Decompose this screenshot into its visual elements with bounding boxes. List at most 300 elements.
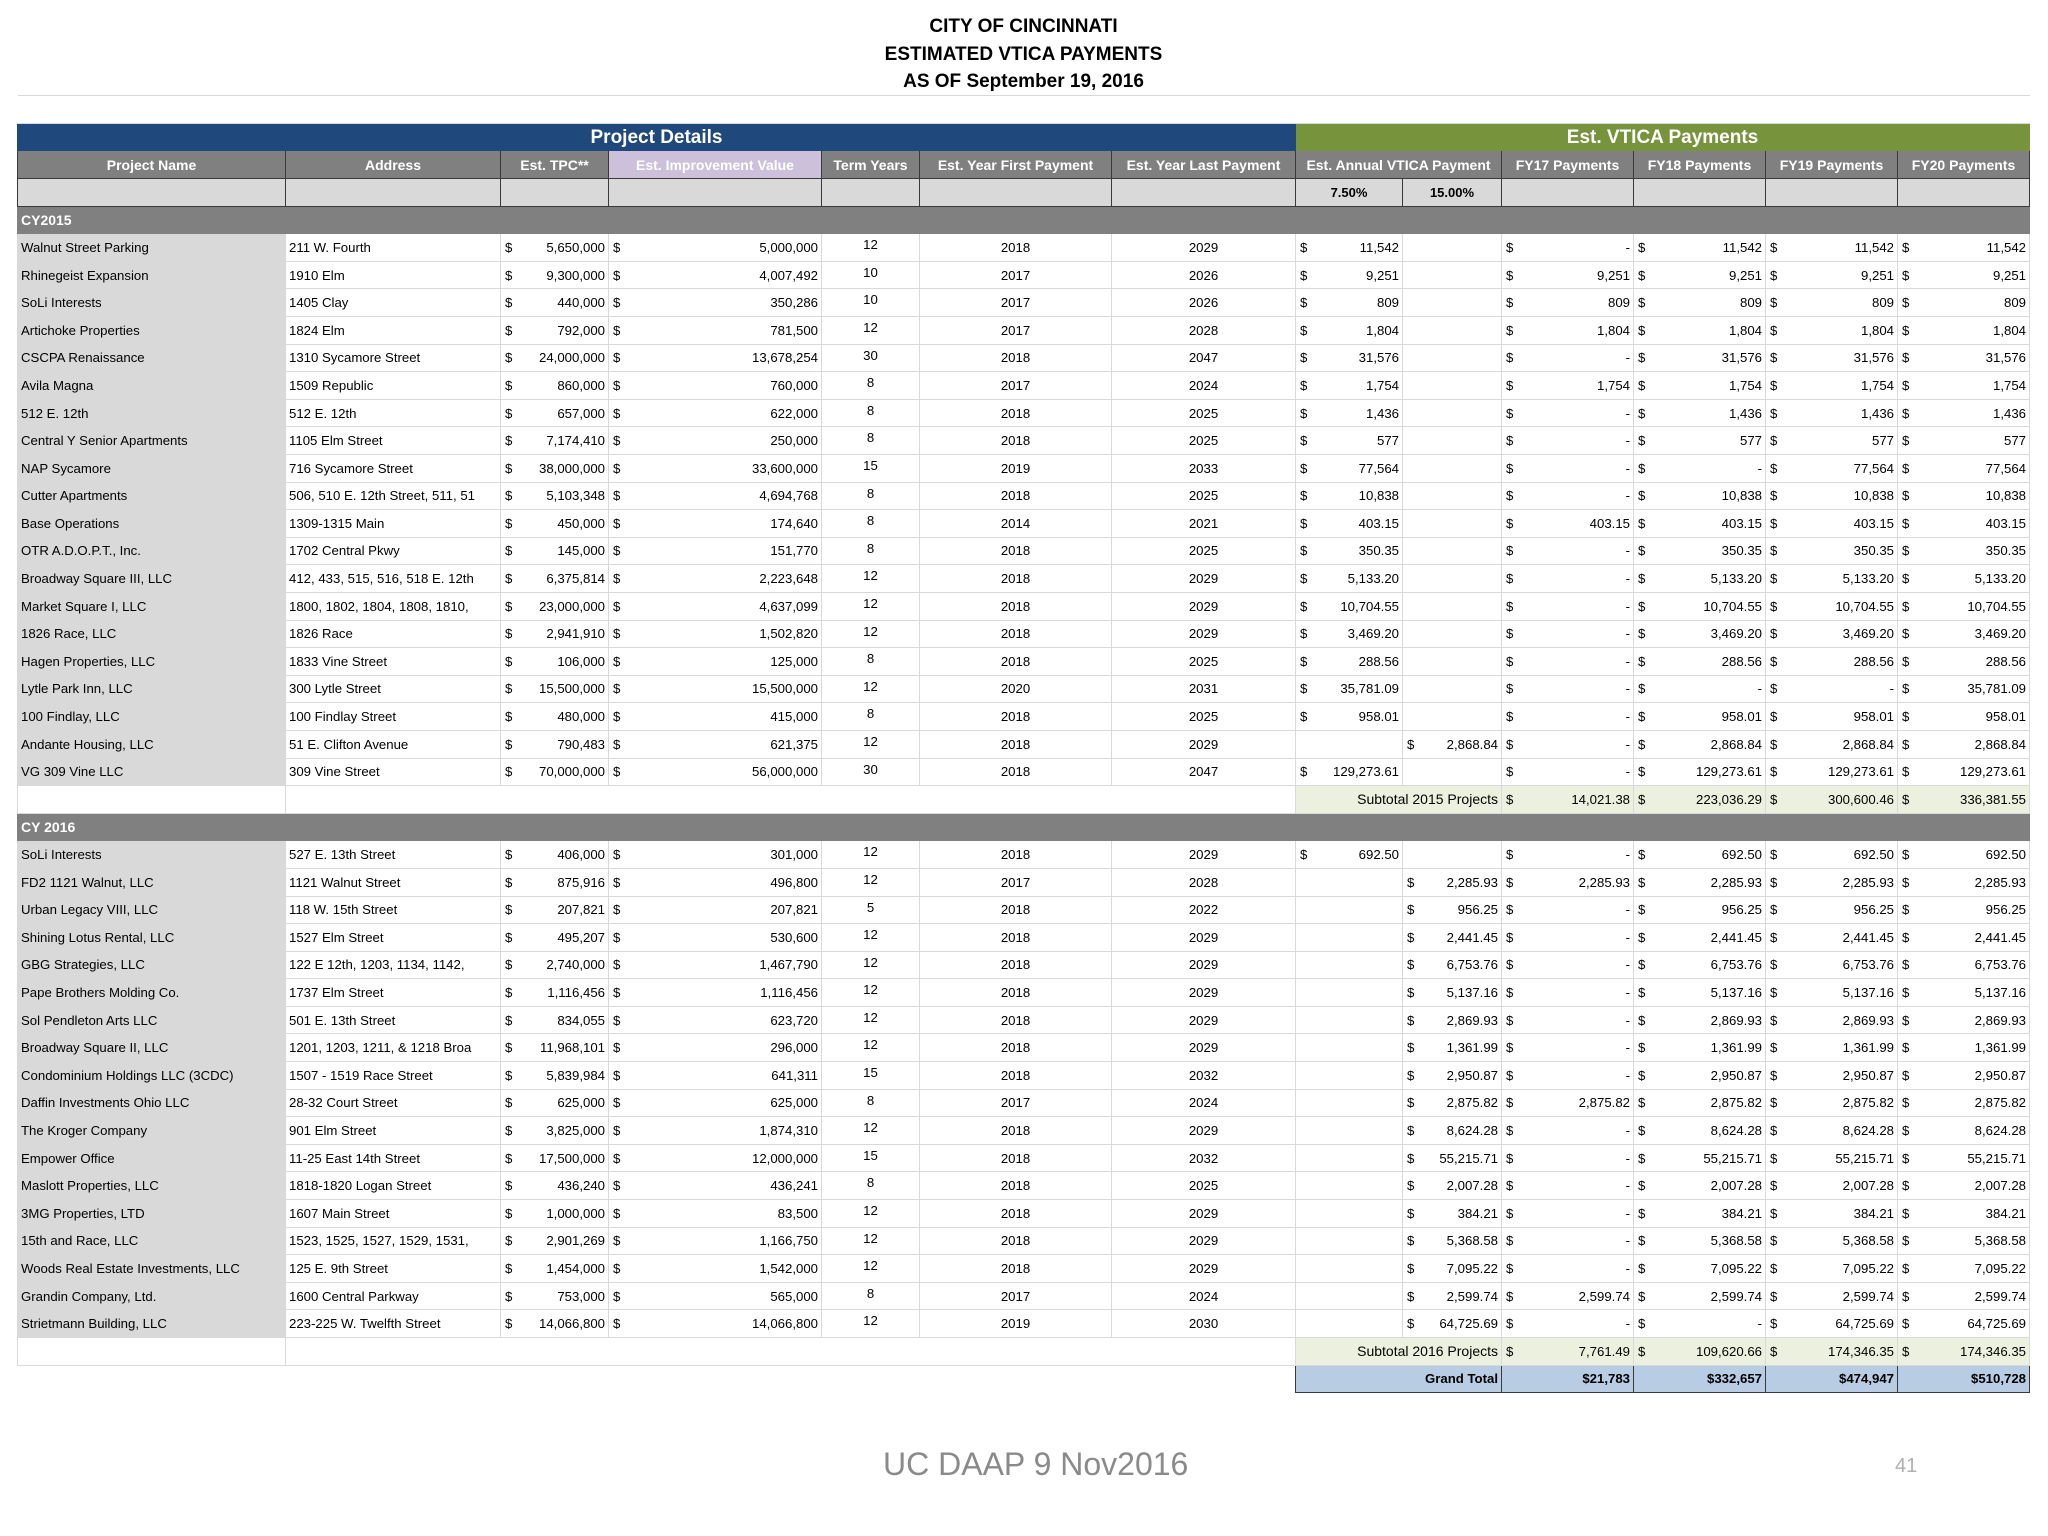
currency-sign: $ xyxy=(613,1288,621,1304)
currency-sign: $ xyxy=(1770,1343,1778,1359)
annual-payment-7-5 xyxy=(1296,703,1403,731)
last-payment-year: 2024 xyxy=(1112,1282,1296,1310)
currency-sign: $ xyxy=(1902,791,1910,807)
address: 300 Lytle Street xyxy=(286,675,501,703)
annual-payment-15 xyxy=(1403,261,1502,289)
currency-sign: $ xyxy=(505,736,513,752)
term-years: 12 xyxy=(822,1117,920,1145)
fy18-payment-value: 2,869.93 xyxy=(1710,1012,1762,1028)
fy18-payment-value: 2,441.45 xyxy=(1710,929,1762,945)
annual-payment-7-5 xyxy=(1296,951,1403,979)
currency-sign: $ xyxy=(505,1316,513,1332)
currency-sign: $ xyxy=(1770,1012,1778,1028)
rate-row xyxy=(18,179,2030,207)
currency-sign: $ xyxy=(1902,626,1910,642)
currency-sign: $ xyxy=(1407,1150,1415,1166)
fy20-payment xyxy=(1898,565,2030,593)
fy17-payment xyxy=(1502,924,1634,952)
address: 28-32 Court Street xyxy=(286,1089,501,1117)
est-tpc-value: 1,116,456 xyxy=(547,984,605,1000)
currency-sign: $ xyxy=(1770,239,1778,255)
est-tpc-value: 7,174,410 xyxy=(546,433,605,449)
annual-payment-15 xyxy=(1403,427,1502,455)
term-years: 8 xyxy=(822,510,920,538)
currency-sign: $ xyxy=(505,1288,513,1304)
est-tpc xyxy=(501,1034,609,1062)
last-payment-year: 2029 xyxy=(1112,1255,1296,1283)
fy19-payment-value: 2,285.93 xyxy=(1842,874,1894,890)
first-payment-year: 2018 xyxy=(920,924,1112,952)
annual-payment-7-5-value: 77,564 xyxy=(1358,460,1399,476)
fy19-payment-value: 956.25 xyxy=(1853,902,1894,918)
currency-sign: $ xyxy=(1506,929,1514,945)
currency-sign: $ xyxy=(1638,1012,1646,1028)
currency-sign: $ xyxy=(1638,653,1646,669)
last-payment-year: 2030 xyxy=(1112,1310,1296,1338)
currency-sign: $ xyxy=(505,488,513,504)
term-years: 8 xyxy=(822,1172,920,1200)
currency-sign: $ xyxy=(1506,847,1514,862)
first-payment-year: 2018 xyxy=(920,1117,1112,1145)
improvement-value xyxy=(609,979,822,1007)
first-payment-year: 2018 xyxy=(920,1034,1112,1062)
table-row xyxy=(18,1227,2030,1255)
currency-sign: $ xyxy=(613,460,621,476)
fy18-payment-value: 6,753.76 xyxy=(1710,957,1762,973)
table-row xyxy=(18,399,2030,427)
annual-payment-7-5 xyxy=(1296,317,1403,345)
currency-sign: $ xyxy=(505,1040,513,1056)
est-tpc-value: 6,375,814 xyxy=(546,571,605,587)
address: 51 E. Clifton Avenue xyxy=(286,730,501,758)
est-tpc-value: 834,055 xyxy=(557,1012,605,1028)
fy17-payment-value: 1,804 xyxy=(1596,322,1630,338)
last-payment-year: 2025 xyxy=(1112,482,1296,510)
est-tpc-value: 17,500,000 xyxy=(538,1150,605,1166)
term-years: 8 xyxy=(822,372,920,400)
improvement-value xyxy=(609,1117,822,1145)
currency-sign: $ xyxy=(1506,764,1514,780)
fy18-payment-value: 350.35 xyxy=(1721,543,1762,559)
currency-sign: $ xyxy=(1902,1122,1910,1138)
fy18-payment-value: 10,704.55 xyxy=(1703,598,1762,614)
currency-sign: $ xyxy=(1770,681,1778,697)
fy20-payment xyxy=(1898,703,2030,731)
annual-payment-7-5-value: 5,133.20 xyxy=(1347,571,1399,587)
fy17-payment xyxy=(1502,758,1634,786)
currency-sign: $ xyxy=(1902,764,1910,780)
currency-sign: $ xyxy=(613,1316,621,1332)
est-tpc-value: 24,000,000 xyxy=(538,350,605,366)
currency-sign: $ xyxy=(1300,405,1308,421)
fy20-payment xyxy=(1898,951,2030,979)
subtotal-fy17 xyxy=(1502,1338,1634,1366)
currency-sign: $ xyxy=(1638,1178,1646,1194)
fy19-payment-value: 2,007.28 xyxy=(1842,1178,1894,1194)
fy17-payment xyxy=(1502,868,1634,896)
table-row xyxy=(18,1034,2030,1062)
est-tpc-value: 207,821 xyxy=(557,902,605,918)
fy20-payment xyxy=(1898,1062,2030,1090)
last-payment-year: 2047 xyxy=(1112,344,1296,372)
table-row xyxy=(18,317,2030,345)
fy20-payment xyxy=(1898,261,2030,289)
section-label: CY2015 xyxy=(18,206,2030,234)
annual-payment-15 xyxy=(1403,1282,1502,1310)
improvement-value-value: 174,640 xyxy=(770,515,818,531)
improvement-value xyxy=(609,758,822,786)
table-row xyxy=(18,951,2030,979)
fy19-payment-value: 6,753.76 xyxy=(1842,957,1894,973)
fy20-payment xyxy=(1898,979,2030,1007)
fy18-payment-value: 11,542 xyxy=(1722,239,1762,255)
fy19-payment xyxy=(1766,1089,1898,1117)
fy17-payment-value: - xyxy=(1625,984,1630,1000)
first-payment-year: 2017 xyxy=(920,1282,1112,1310)
address: 1833 Vine Street xyxy=(286,648,501,676)
fy20-payment-value: 8,624.28 xyxy=(1974,1122,2026,1138)
currency-sign: $ xyxy=(613,543,621,559)
currency-sign: $ xyxy=(1300,433,1308,449)
last-payment-year: 2029 xyxy=(1112,234,1296,262)
fy18-payment-value: 956.25 xyxy=(1721,902,1762,918)
est-tpc-value: 5,103,348 xyxy=(546,488,605,504)
project-name: CSCPA Renaissance xyxy=(18,344,286,372)
annual-payment-15-value: 2,875.82 xyxy=(1446,1095,1498,1111)
annual-payment-15-value: 2,285.93 xyxy=(1446,874,1498,890)
currency-sign: $ xyxy=(1770,626,1778,642)
improvement-value-value: 207,821 xyxy=(770,902,818,918)
est-tpc xyxy=(501,841,609,869)
currency-sign: $ xyxy=(613,929,621,945)
improvement-value xyxy=(609,1062,822,1090)
currency-sign: $ xyxy=(505,681,513,697)
fy19-payment xyxy=(1766,924,1898,952)
fy20-payment-value: 2,441.45 xyxy=(1974,929,2026,945)
currency-sign: $ xyxy=(1638,874,1646,890)
annual-payment-7-5 xyxy=(1296,565,1403,593)
fy19-payment xyxy=(1766,620,1898,648)
table-row xyxy=(18,868,2030,896)
term-years: 30 xyxy=(822,758,920,786)
improvement-value xyxy=(609,675,822,703)
annual-payment-7-5-value: 129,273.61 xyxy=(1332,764,1399,780)
currency-sign: $ xyxy=(613,902,621,918)
fy20-payment xyxy=(1898,399,2030,427)
subtotal-row xyxy=(18,1338,2030,1366)
annual-payment-15-value: 2,441.45 xyxy=(1446,929,1498,945)
improvement-value xyxy=(609,372,822,400)
annual-payment-15 xyxy=(1403,951,1502,979)
fy19-payment-value: 9,251 xyxy=(1860,267,1894,283)
est-tpc xyxy=(501,372,609,400)
improvement-value xyxy=(609,234,822,262)
first-payment-year: 2018 xyxy=(920,592,1112,620)
currency-sign: $ xyxy=(505,543,513,559)
fy19-payment xyxy=(1766,455,1898,483)
annual-payment-7-5 xyxy=(1296,234,1403,262)
currency-sign: $ xyxy=(1902,267,1910,283)
table-row xyxy=(18,289,2030,317)
first-payment-year: 2014 xyxy=(920,510,1112,538)
est-tpc xyxy=(501,1172,609,1200)
est-tpc xyxy=(501,592,609,620)
band-vtica-payments: Est. VTICA Payments xyxy=(1296,123,2030,151)
currency-sign: $ xyxy=(1770,295,1778,311)
annual-payment-7-5-value: 3,469.20 xyxy=(1347,626,1399,642)
fy18-payment-value: - xyxy=(1757,460,1762,476)
improvement-value xyxy=(609,868,822,896)
currency-sign: $ xyxy=(505,433,513,449)
annual-payment-7-5-value: 11,542 xyxy=(1359,239,1399,255)
currency-sign: $ xyxy=(1506,984,1514,1000)
currency-sign: $ xyxy=(1506,626,1514,642)
currency-sign: $ xyxy=(505,1233,513,1249)
fy19-payment xyxy=(1766,317,1898,345)
currency-sign: $ xyxy=(1300,322,1308,338)
est-tpc-value: 5,839,984 xyxy=(546,1067,605,1083)
col-address: Address xyxy=(286,151,501,179)
fy17-payment-value: - xyxy=(1625,1316,1630,1332)
fy17-payment xyxy=(1502,1282,1634,1310)
currency-sign: $ xyxy=(1902,929,1910,945)
term-years: 12 xyxy=(822,1006,920,1034)
currency-sign: $ xyxy=(1506,1067,1514,1083)
fy17-payment-value: - xyxy=(1625,1067,1630,1083)
table-row xyxy=(18,675,2030,703)
project-name: Daffin Investments Ohio LLC xyxy=(18,1089,286,1117)
currency-sign: $ xyxy=(1638,1067,1646,1083)
currency-sign: $ xyxy=(1902,1316,1910,1332)
fy18-payment xyxy=(1634,537,1766,565)
annual-payment-15-value: 5,368.58 xyxy=(1446,1233,1498,1249)
grand-total-label: Grand Total xyxy=(1296,1365,1502,1393)
fy19-payment-value: 64,725.69 xyxy=(1835,1316,1894,1332)
project-name: 3MG Properties, LTD xyxy=(18,1200,286,1228)
improvement-value xyxy=(609,1089,822,1117)
fy20-payment-value: 403.15 xyxy=(1985,515,2026,531)
term-years: 8 xyxy=(822,482,920,510)
est-tpc-value: 70,000,000 xyxy=(538,764,605,780)
improvement-value xyxy=(609,399,822,427)
fy20-payment xyxy=(1898,1144,2030,1172)
fy20-payment-value: 11,542 xyxy=(1986,239,2026,255)
annual-payment-7-5 xyxy=(1296,896,1403,924)
fy19-payment-value: 809 xyxy=(1871,295,1894,311)
fy18-payment xyxy=(1634,1172,1766,1200)
improvement-value-value: 1,874,310 xyxy=(759,1122,818,1138)
improvement-value xyxy=(609,565,822,593)
fy20-payment xyxy=(1898,289,2030,317)
fy18-payment xyxy=(1634,648,1766,676)
grand-total-fy18: $332,657 xyxy=(1634,1365,1766,1393)
fy19-payment-value: 2,950.87 xyxy=(1842,1067,1894,1083)
fy20-payment-value: 7,095.22 xyxy=(1974,1260,2026,1276)
fy18-payment xyxy=(1634,675,1766,703)
fy18-payment xyxy=(1634,592,1766,620)
est-tpc xyxy=(501,1144,609,1172)
term-years: 15 xyxy=(822,1144,920,1172)
improvement-value-value: 1,467,790 xyxy=(759,957,818,973)
term-years: 12 xyxy=(822,592,920,620)
first-payment-year: 2017 xyxy=(920,261,1112,289)
improvement-value-value: 1,502,820 xyxy=(759,626,818,642)
term-years: 12 xyxy=(822,620,920,648)
term-years: 12 xyxy=(822,675,920,703)
currency-sign: $ xyxy=(505,874,513,890)
project-name: FD2 1121 Walnut, LLC xyxy=(18,868,286,896)
fy17-payment-value: - xyxy=(1625,957,1630,973)
first-payment-year: 2018 xyxy=(920,565,1112,593)
project-name: Central Y Senior Apartments xyxy=(18,427,286,455)
currency-sign: $ xyxy=(1770,1260,1778,1276)
currency-sign: $ xyxy=(1300,653,1308,669)
currency-sign: $ xyxy=(613,239,621,255)
annual-payment-7-5 xyxy=(1296,1006,1403,1034)
annual-payment-15-value: 8,624.28 xyxy=(1446,1122,1498,1138)
currency-sign: $ xyxy=(1902,1233,1910,1249)
fy19-payment xyxy=(1766,399,1898,427)
est-tpc xyxy=(501,261,609,289)
fy19-payment xyxy=(1766,372,1898,400)
annual-payment-7-5-value: 809 xyxy=(1376,295,1399,311)
currency-sign: $ xyxy=(1770,571,1778,587)
first-payment-year: 2017 xyxy=(920,1089,1112,1117)
fy17-payment xyxy=(1502,261,1634,289)
fy18-payment xyxy=(1634,317,1766,345)
fy17-payment xyxy=(1502,482,1634,510)
fy18-payment xyxy=(1634,234,1766,262)
fy20-payment-value: 10,704.55 xyxy=(1967,598,2026,614)
improvement-value-value: 14,066,800 xyxy=(751,1316,818,1332)
improvement-value-value: 621,375 xyxy=(770,736,818,752)
table-row xyxy=(18,455,2030,483)
term-years: 15 xyxy=(822,1062,920,1090)
first-payment-year: 2018 xyxy=(920,758,1112,786)
currency-sign: $ xyxy=(1300,543,1308,559)
fy19-payment xyxy=(1766,565,1898,593)
improvement-value xyxy=(609,510,822,538)
fy17-payment-value: - xyxy=(1625,433,1630,449)
est-tpc-value: 9,300,000 xyxy=(546,267,605,283)
fy18-payment xyxy=(1634,482,1766,510)
currency-sign: $ xyxy=(1902,1288,1910,1304)
fy17-payment-value: - xyxy=(1625,239,1630,255)
annual-payment-7-5 xyxy=(1296,261,1403,289)
est-tpc-value: 657,000 xyxy=(557,405,605,421)
first-payment-year: 2017 xyxy=(920,868,1112,896)
currency-sign: $ xyxy=(1638,1205,1646,1221)
fy19-payment xyxy=(1766,592,1898,620)
annual-payment-15 xyxy=(1403,1200,1502,1228)
currency-sign: $ xyxy=(1407,1178,1415,1194)
est-tpc xyxy=(501,344,609,372)
last-payment-year: 2047 xyxy=(1112,758,1296,786)
address: 118 W. 15th Street xyxy=(286,896,501,924)
address: 1607 Main Street xyxy=(286,1200,501,1228)
currency-sign: $ xyxy=(1770,653,1778,669)
fy19-payment-value: 11,542 xyxy=(1854,239,1894,255)
currency-sign: $ xyxy=(613,350,621,366)
currency-sign: $ xyxy=(1902,1150,1910,1166)
currency-sign: $ xyxy=(1770,405,1778,421)
address: 125 E. 9th Street xyxy=(286,1255,501,1283)
currency-sign: $ xyxy=(505,847,513,862)
fy17-payment-value: 9,251 xyxy=(1596,267,1630,283)
currency-sign: $ xyxy=(613,736,621,752)
annual-payment-7-5 xyxy=(1296,648,1403,676)
fy17-payment-value: - xyxy=(1625,1040,1630,1056)
table-row xyxy=(18,234,2030,262)
address: 1824 Elm xyxy=(286,317,501,345)
address: 506, 510 E. 12th Street, 511, 51 xyxy=(286,482,501,510)
fy18-payment-value: 8,624.28 xyxy=(1710,1122,1762,1138)
annual-payment-7-5 xyxy=(1296,841,1403,869)
est-tpc xyxy=(501,1006,609,1034)
fy20-payment-value: 129,273.61 xyxy=(1959,764,2026,780)
fy17-payment-value: - xyxy=(1625,543,1630,559)
currency-sign: $ xyxy=(1506,1288,1514,1304)
fy17-payment xyxy=(1502,399,1634,427)
fy20-payment-value: 692.50 xyxy=(1985,847,2026,862)
fy17-payment xyxy=(1502,1200,1634,1228)
fy19-payment xyxy=(1766,482,1898,510)
fy18-payment-value: 692.50 xyxy=(1721,847,1762,862)
table-row xyxy=(18,1282,2030,1310)
fy19-payment-value: 2,599.74 xyxy=(1842,1288,1894,1304)
fy18-payment xyxy=(1634,1227,1766,1255)
currency-sign: $ xyxy=(1770,322,1778,338)
fy19-payment xyxy=(1766,730,1898,758)
last-payment-year: 2033 xyxy=(1112,455,1296,483)
address: 1405 Clay xyxy=(286,289,501,317)
grand-total-row xyxy=(18,1365,2030,1393)
est-tpc xyxy=(501,1282,609,1310)
currency-sign: $ xyxy=(1638,736,1646,752)
currency-sign: $ xyxy=(1638,350,1646,366)
currency-sign: $ xyxy=(613,1012,621,1028)
fy20-payment-value: 956.25 xyxy=(1985,902,2026,918)
last-payment-year: 2029 xyxy=(1112,979,1296,1007)
currency-sign: $ xyxy=(1638,267,1646,283)
fy17-payment xyxy=(1502,1117,1634,1145)
fy19-payment xyxy=(1766,510,1898,538)
subtotal-fy20-value: 174,346.35 xyxy=(1959,1343,2026,1359)
est-tpc-value: 3,825,000 xyxy=(546,1122,605,1138)
first-payment-year: 2018 xyxy=(920,620,1112,648)
fy17-payment-value: 2,285.93 xyxy=(1578,874,1630,890)
fy17-payment-value: 1,754 xyxy=(1596,377,1630,393)
fy17-payment xyxy=(1502,648,1634,676)
annual-payment-15 xyxy=(1403,1062,1502,1090)
annual-payment-7-5-value: 692.50 xyxy=(1358,847,1399,862)
currency-sign: $ xyxy=(1770,736,1778,752)
fy18-payment-value: 577 xyxy=(1739,433,1762,449)
currency-sign: $ xyxy=(1902,350,1910,366)
annual-payment-7-5 xyxy=(1296,372,1403,400)
currency-sign: $ xyxy=(1902,377,1910,393)
annual-payment-15 xyxy=(1403,317,1502,345)
fy20-payment xyxy=(1898,675,2030,703)
est-tpc-value: 1,000,000 xyxy=(546,1205,605,1221)
improvement-value-value: 5,000,000 xyxy=(759,239,818,255)
currency-sign: $ xyxy=(1638,488,1646,504)
currency-sign: $ xyxy=(1638,543,1646,559)
fy18-payment-value: 10,838 xyxy=(1721,488,1762,504)
currency-sign: $ xyxy=(1770,1288,1778,1304)
improvement-value xyxy=(609,1255,822,1283)
fy19-payment-value: 31,576 xyxy=(1853,350,1894,366)
